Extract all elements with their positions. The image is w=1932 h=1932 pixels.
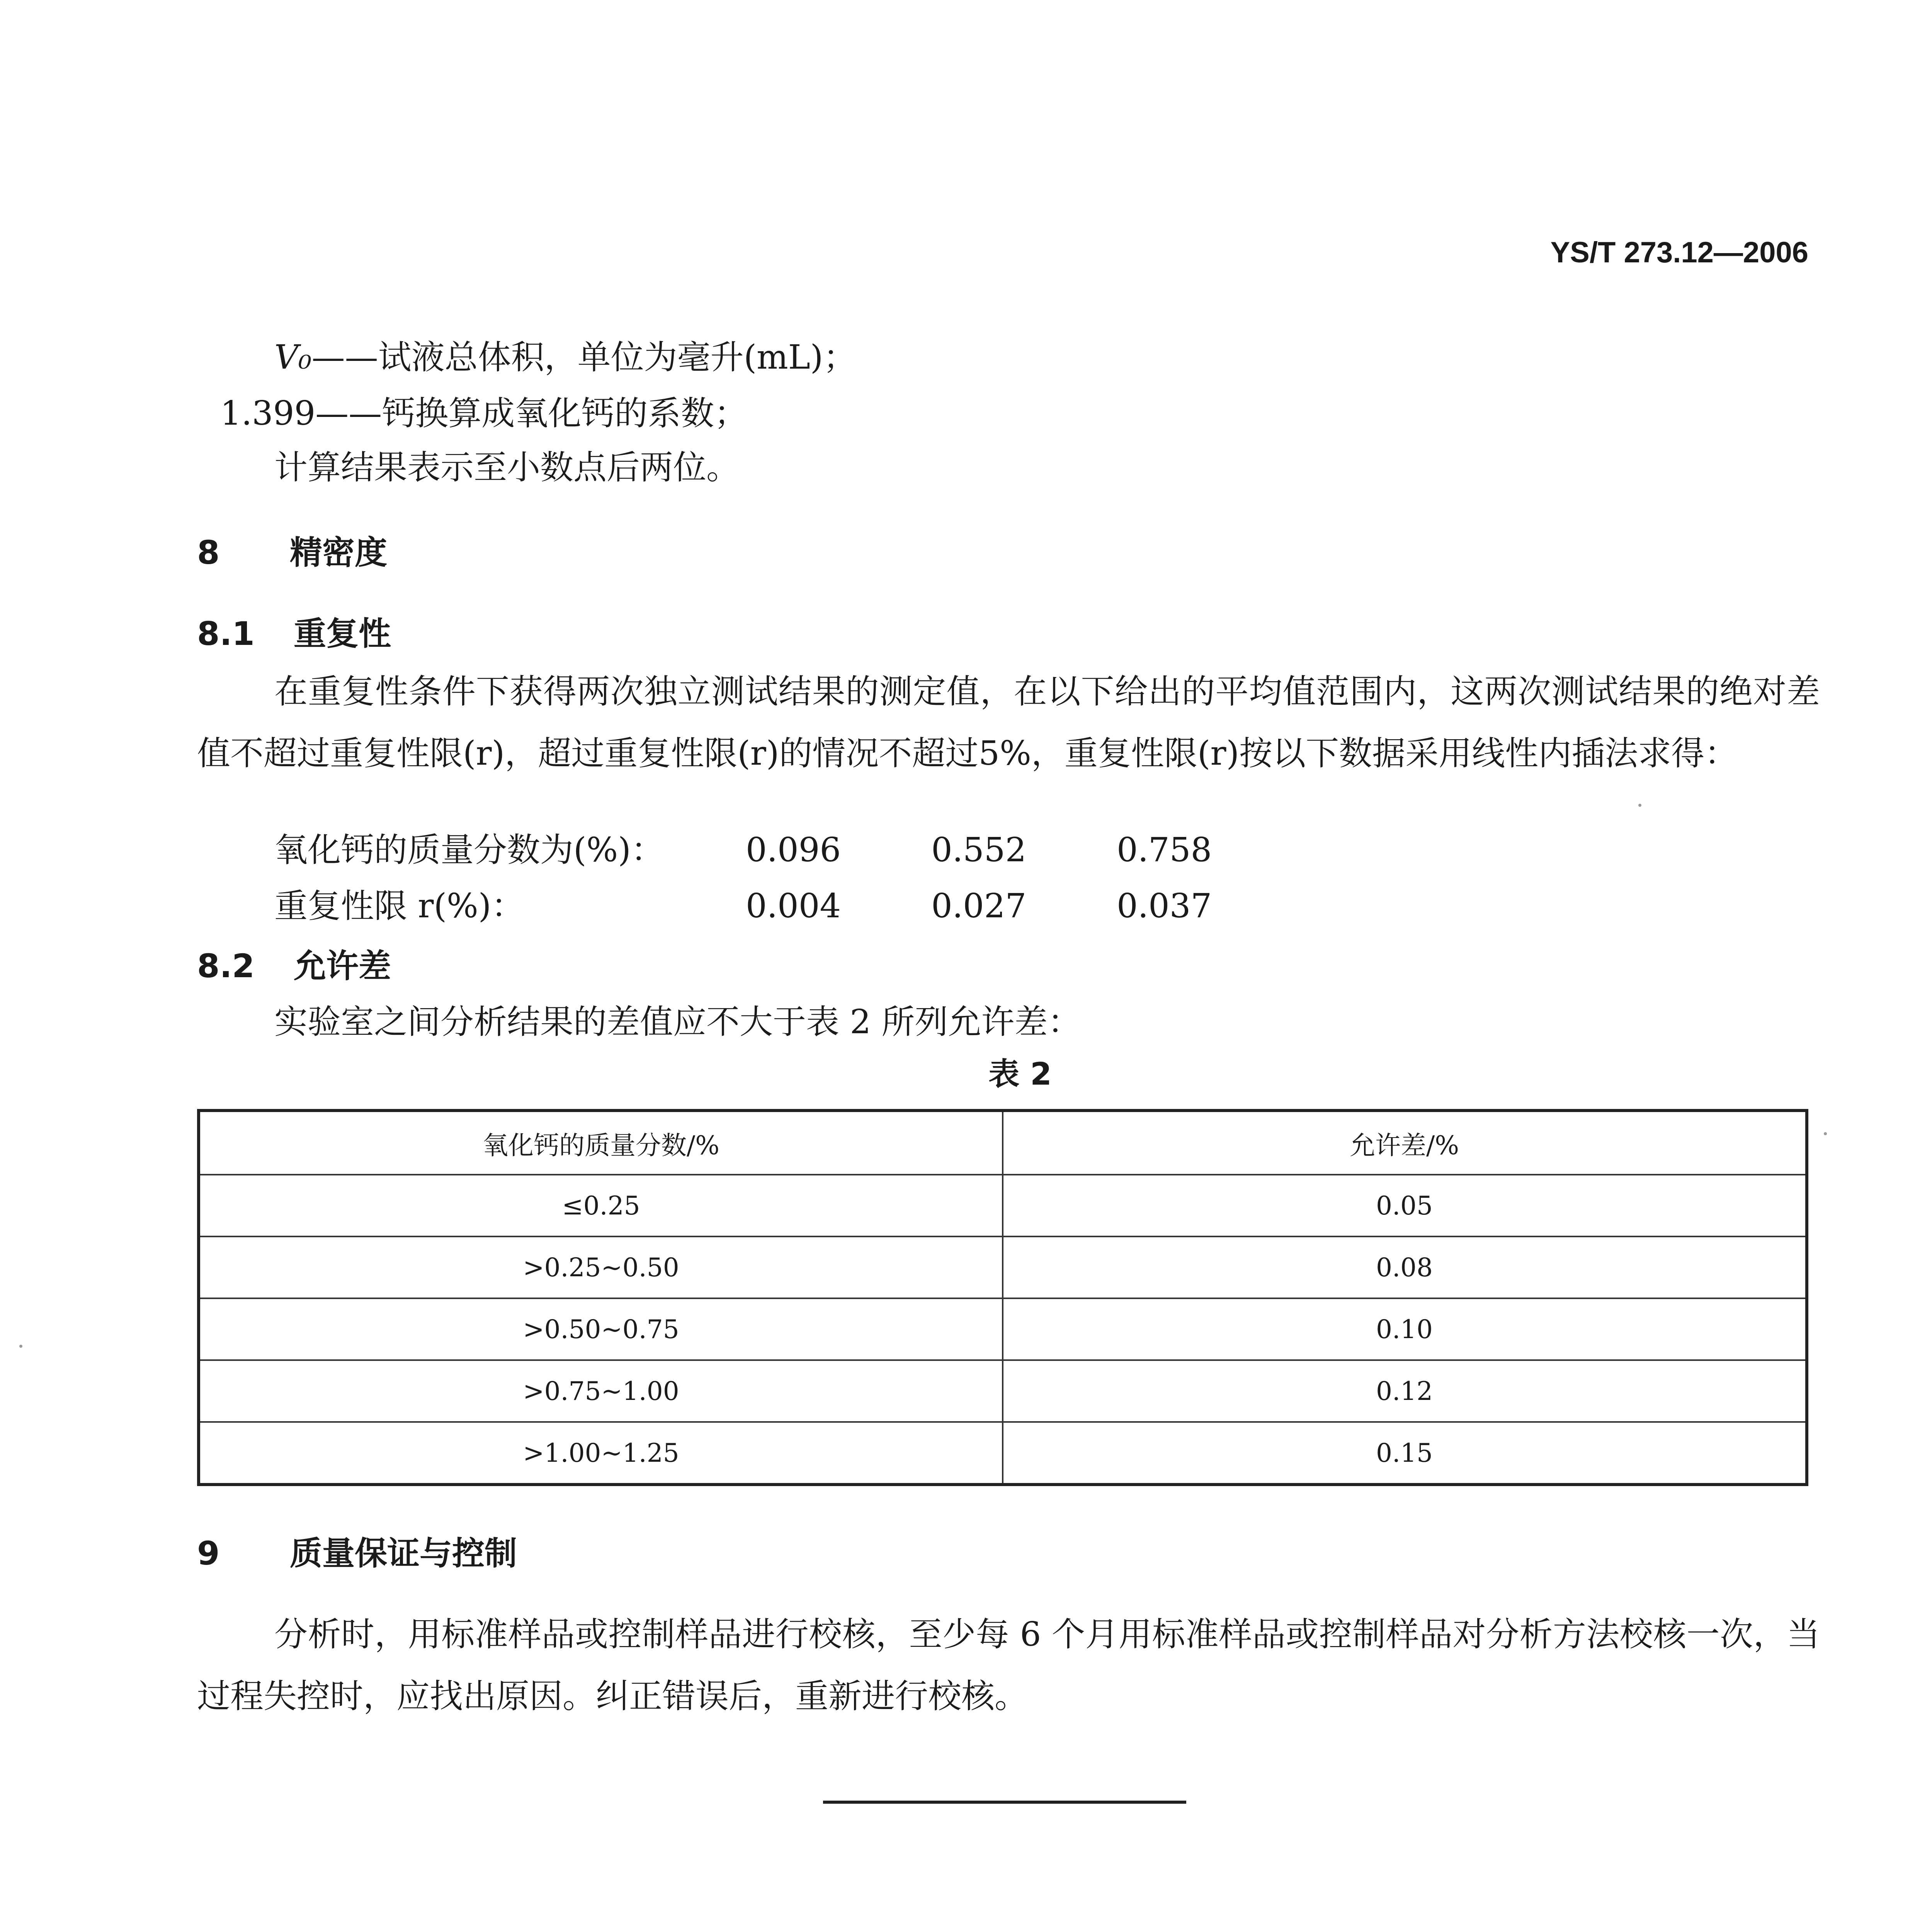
repeatability-paragraph: 在重复性条件下获得两次独立测试结果的测定值，在以下给出的平均值范围内，这两次测试结果的绝对差值不超过重复性限(r)，超过重复性限(r)的情况不超过5%，重复性限(r)按以下数据采用线性内插法求得： [197, 672, 1820, 773]
table-cell: >1.00~1.25 [199, 1422, 1003, 1485]
table-row [199, 1422, 1807, 1485]
tolerance-paragraph: 实验室之间分析结果的差值应不大于表 2 所列允许差： [274, 1003, 1081, 1041]
scan-speck [1824, 1132, 1827, 1135]
definition-coefficient [220, 390, 747, 437]
section-number: 8 [197, 534, 220, 571]
row-value: 0.096 [746, 831, 841, 869]
table-cell: >0.75~1.00 [199, 1360, 1003, 1422]
table-cell: >0.25~0.50 [199, 1236, 1003, 1298]
definition-text: ——钙换算成氧化钙的系数； [315, 394, 748, 433]
row-value: 0.758 [1117, 831, 1212, 869]
row-value: 0.552 [931, 831, 1027, 869]
table-row [199, 1236, 1807, 1298]
repeatability-row-limit [274, 883, 1212, 929]
scan-speck [1638, 804, 1641, 807]
result-note: 计算结果表示至小数点后两位。 [274, 448, 740, 487]
section-8-2-heading [197, 943, 391, 989]
row-value: 0.037 [1117, 887, 1212, 925]
table-row [199, 1298, 1807, 1360]
section-title: 精密度 [290, 534, 388, 571]
repeatability-row-mass-fraction [274, 827, 1212, 873]
tolerance-table [197, 1109, 1808, 1486]
section-number: 9 [197, 1534, 220, 1572]
row-value: 0.027 [931, 887, 1027, 925]
table-header-cell: 氧化钙的质量分数/% [199, 1111, 1003, 1175]
standard-code: YS/T 273.12—2006 [1550, 236, 1808, 269]
table-row [199, 1175, 1807, 1236]
section-9-heading [197, 1530, 517, 1577]
section-title: 重复性 [294, 615, 391, 653]
definition-v0 [274, 334, 856, 381]
table-cell: >0.50~0.75 [199, 1298, 1003, 1360]
section-number: 8.2 [197, 947, 255, 985]
table-cell: 0.08 [1003, 1236, 1807, 1298]
row-value: 0.004 [746, 887, 841, 925]
table-cell: 0.10 [1003, 1298, 1807, 1360]
table-cell: 0.15 [1003, 1422, 1807, 1485]
scan-speck [19, 1345, 22, 1348]
table-row [199, 1360, 1807, 1422]
definition-text: ——试液总体积，单位为毫升(mL)； [311, 338, 857, 377]
section-number: 8.1 [197, 615, 255, 653]
table-header-row [199, 1111, 1807, 1175]
section-title: 质量保证与控制 [290, 1534, 517, 1572]
section-8-heading [197, 529, 387, 576]
table-cell: ≤0.25 [199, 1175, 1003, 1236]
end-divider [823, 1801, 1186, 1804]
definition-symbol: 1.399 [220, 394, 316, 433]
table-header-cell: 允许差/% [1003, 1111, 1807, 1175]
section-title: 允许差 [294, 947, 391, 985]
table-cell: 0.05 [1003, 1175, 1807, 1236]
definition-symbol: V₀ [274, 338, 312, 377]
table-caption: 表 2 [988, 1056, 1052, 1092]
quality-control-paragraph: 分析时，用标准样品或控制样品进行校核，至少每 6 个月用标准样品或控制样品对分析方法校核一次，当过程失控时，应找出原因。纠正错误后，重新进行校核。 [197, 1615, 1820, 1716]
row-label: 重复性限 r(%)： [274, 887, 525, 925]
row-label: 氧化钙的质量分数为(%)： [274, 831, 664, 869]
table-cell: 0.12 [1003, 1360, 1807, 1422]
section-8-1-heading [197, 611, 391, 657]
